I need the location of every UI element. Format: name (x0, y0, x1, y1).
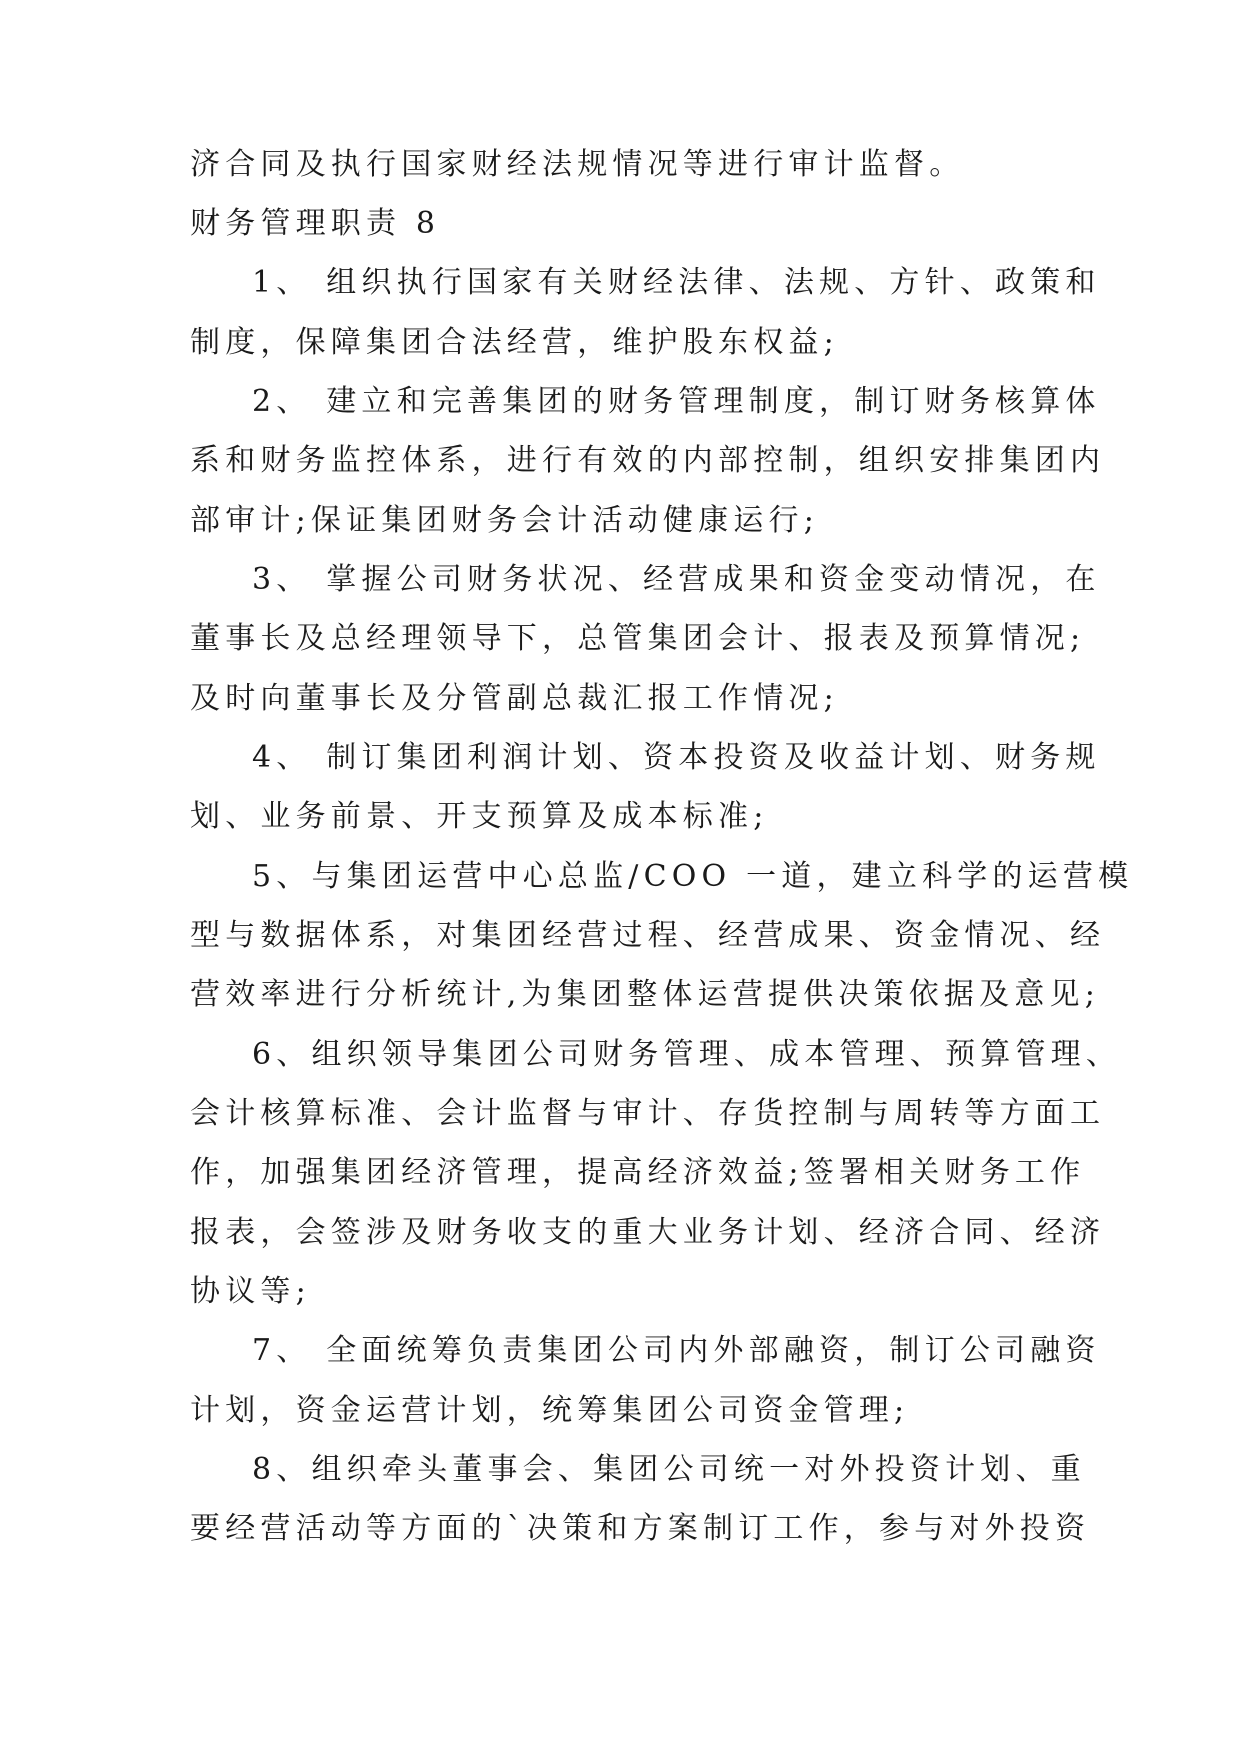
text-line: 报表，会签涉及财务收支的重大业务计划、经济合同、经济 (190, 1215, 1106, 1250)
section-heading: 财务管理职责 8 (190, 206, 441, 241)
text-line: 计划，资金运营计划，统筹集团公司资金管理; (190, 1393, 910, 1428)
text-line: 制度，保障集团合法经营，维护股东权益; (190, 325, 839, 360)
text-line: 5、与集团运营中心总监/COO 一道，建立科学的运营模 (252, 859, 1134, 894)
text-line: 会计核算标准、会计监督与审计、存货控制与周转等方面工 (190, 1096, 1106, 1131)
text-line: 型与数据体系，对集团经营过程、经营成果、资金情况、经 (190, 918, 1106, 953)
text-line: 部审计;保证集团财务会计活动健康运行; (190, 503, 820, 538)
text-line: 8、组织牵头董事会、集团公司统一对外投资计划、重 (252, 1452, 1086, 1487)
text-line: 要经营活动等方面的`决策和方案制订工作，参与对外投资 (190, 1511, 1091, 1546)
text-line: 4、 制订集团利润计划、资本投资及收益计划、财务规 (252, 740, 1101, 775)
text-line: 2、 建立和完善集团的财务管理制度，制订财务核算体 (252, 384, 1101, 419)
text-line: 协议等; (190, 1274, 311, 1309)
text-line: 3、 掌握公司财务状况、经营成果和资金变动情况，在 (252, 562, 1101, 597)
text-line: 营效率进行分析统计,为集团整体运营提供决策依据及意见; (190, 977, 1101, 1012)
text-line: 7、 全面统筹负责集团公司内外部融资，制订公司融资 (252, 1333, 1101, 1368)
text-line: 济合同及执行国家财经法规情况等进行审计监督。 (190, 147, 965, 182)
text-line: 划、业务前景、开支预算及成本标准; (190, 799, 769, 834)
text-line: 及时向董事长及分管副总裁汇报工作情况; (190, 681, 839, 716)
text-line: 董事长及总经理领导下，总管集团会计、报表及预算情况; (190, 621, 1086, 656)
text-line: 1、 组织执行国家有关财经法律、法规、方针、政策和 (252, 265, 1101, 300)
text-line: 6、组织领导集团公司财务管理、成本管理、预算管理、 (252, 1037, 1122, 1072)
text-line: 系和财务监控体系，进行有效的内部控制，组织安排集团内 (190, 443, 1106, 478)
text-line: 作，加强集团经济管理，提高经济效益;签署相关财务工作 (190, 1155, 1086, 1190)
